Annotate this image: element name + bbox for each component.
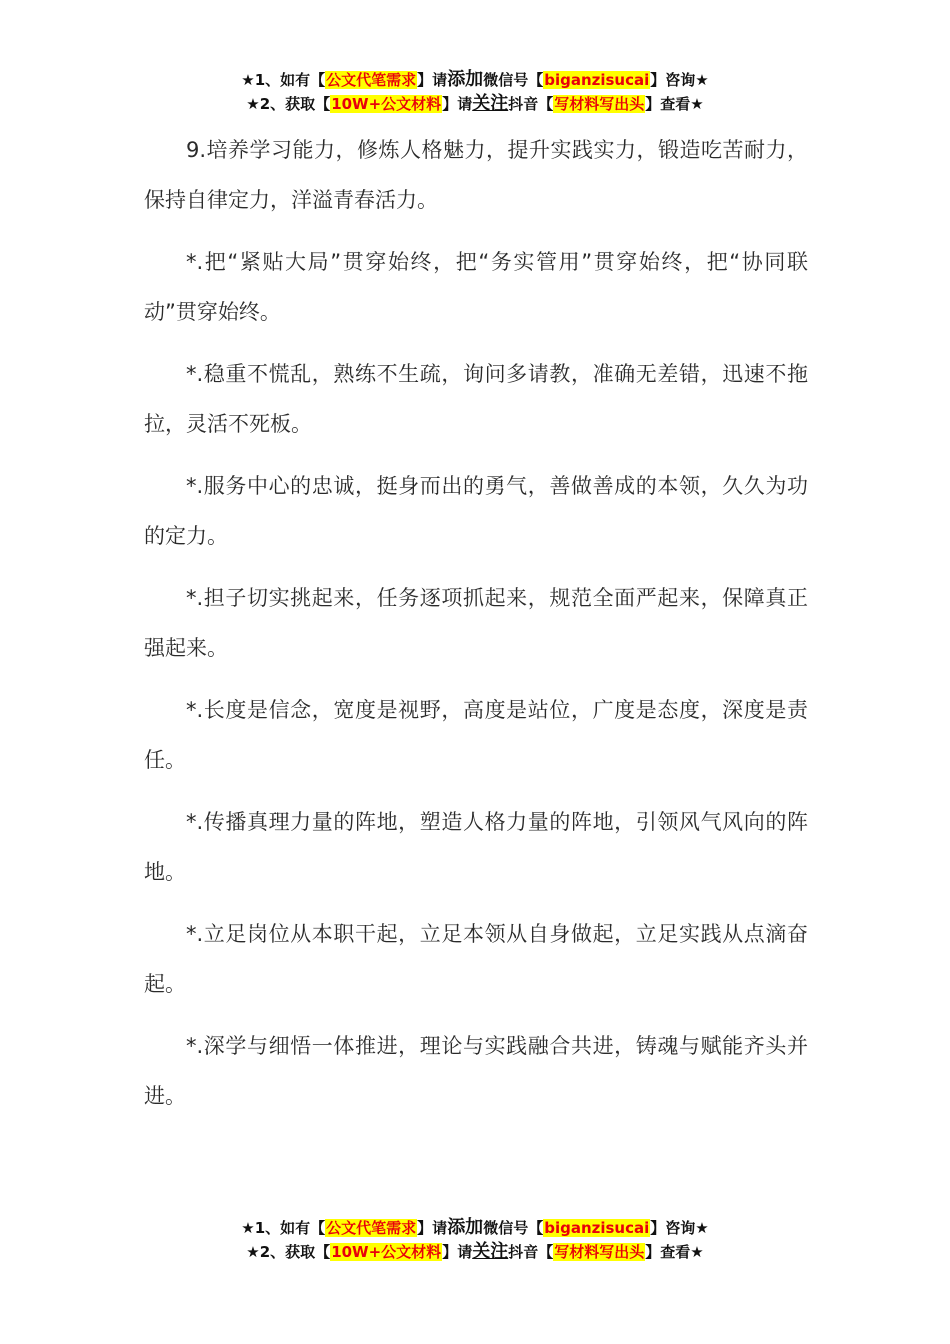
paragraph: 9.培养学习能力，修炼人格魅力，提升实践实力，锻造吃苦耐力，保持自律定力，洋溢青春活力。 <box>144 138 808 212</box>
footer-emphasis-add: 添加 <box>447 1217 484 1238</box>
header-line-1-suffix: 】咨询★ <box>650 71 709 89</box>
footer-highlight-service: 公文代笔需求 <box>326 1219 417 1237</box>
paragraph: *.服务中心的忠诚，挺身而出的勇气，善做善成的本领，久久为功的定力。 <box>144 474 808 548</box>
header-line-1 <box>0 68 950 92</box>
footer-line-1 <box>0 1216 950 1240</box>
footer-line-1-text: 】请 <box>417 1219 448 1237</box>
footer-line-2-prefix: ★2、获取【 <box>246 1243 331 1261</box>
paragraph: *.长度是信念，宽度是视野，高度是站位，广度是态度，深度是责任。 <box>144 698 808 772</box>
header-banner <box>0 68 950 116</box>
header-highlight-service: 公文代笔需求 <box>326 71 417 89</box>
header-highlight-douyin-account: 写材料写出头 <box>554 95 645 113</box>
footer-banner <box>0 1216 950 1264</box>
footer-line-2 <box>0 1240 950 1264</box>
header-line-1-text: 】请 <box>417 71 448 89</box>
footer-emphasis-follow: 关注 <box>472 1241 509 1262</box>
footer-highlight-douyin-account: 写材料写出头 <box>554 1243 645 1261</box>
header-highlight-materials: 10W+公文材料 <box>331 95 442 113</box>
header-line-2-suffix: 】查看★ <box>645 95 704 113</box>
paragraph: *.深学与细悟一体推进，理论与实践融合共进，铸魂与赋能齐头并进。 <box>144 1034 808 1108</box>
header-line-2-prefix: ★2、获取【 <box>246 95 331 113</box>
paragraph: *.把“紧贴大局”贯穿始终，把“务实管用”贯穿始终，把“协同联动”贯穿始终。 <box>144 250 808 324</box>
header-line-2-text-2: 抖音【 <box>508 95 554 113</box>
header-line-1-prefix: ★1、如有【 <box>241 71 326 89</box>
footer-line-1-suffix: 】咨询★ <box>650 1219 709 1237</box>
footer-line-1-text-2: 微信号【 <box>483 1219 544 1237</box>
footer-line-2-text: 】请 <box>442 1243 473 1261</box>
footer-line-2-suffix: 】查看★ <box>645 1243 704 1261</box>
footer-line-2-text-2: 抖音【 <box>508 1243 554 1261</box>
header-line-2 <box>0 92 950 116</box>
document-body <box>144 125 808 1133</box>
header-line-1-text-2: 微信号【 <box>483 71 544 89</box>
footer-line-1-prefix: ★1、如有【 <box>241 1219 326 1237</box>
paragraph: *.立足岗位从本职干起，立足本领从自身做起，立足实践从点滴奋起。 <box>144 922 808 996</box>
footer-highlight-materials: 10W+公文材料 <box>331 1243 442 1261</box>
header-emphasis-add: 添加 <box>447 69 484 90</box>
paragraph: *.担子切实挑起来，任务逐项抓起来，规范全面严起来，保障真正强起来。 <box>144 586 808 660</box>
footer-highlight-wechat-id: biganzisucai <box>544 1219 650 1237</box>
paragraph: *.传播真理力量的阵地，塑造人格力量的阵地，引领风气风向的阵地。 <box>144 810 808 884</box>
header-emphasis-follow: 关注 <box>472 93 509 114</box>
paragraph: *.稳重不慌乱，熟练不生疏，询问多请教，准确无差错，迅速不拖拉，灵活不死板。 <box>144 362 808 436</box>
header-highlight-wechat-id: biganzisucai <box>544 71 650 89</box>
header-line-2-text: 】请 <box>442 95 473 113</box>
